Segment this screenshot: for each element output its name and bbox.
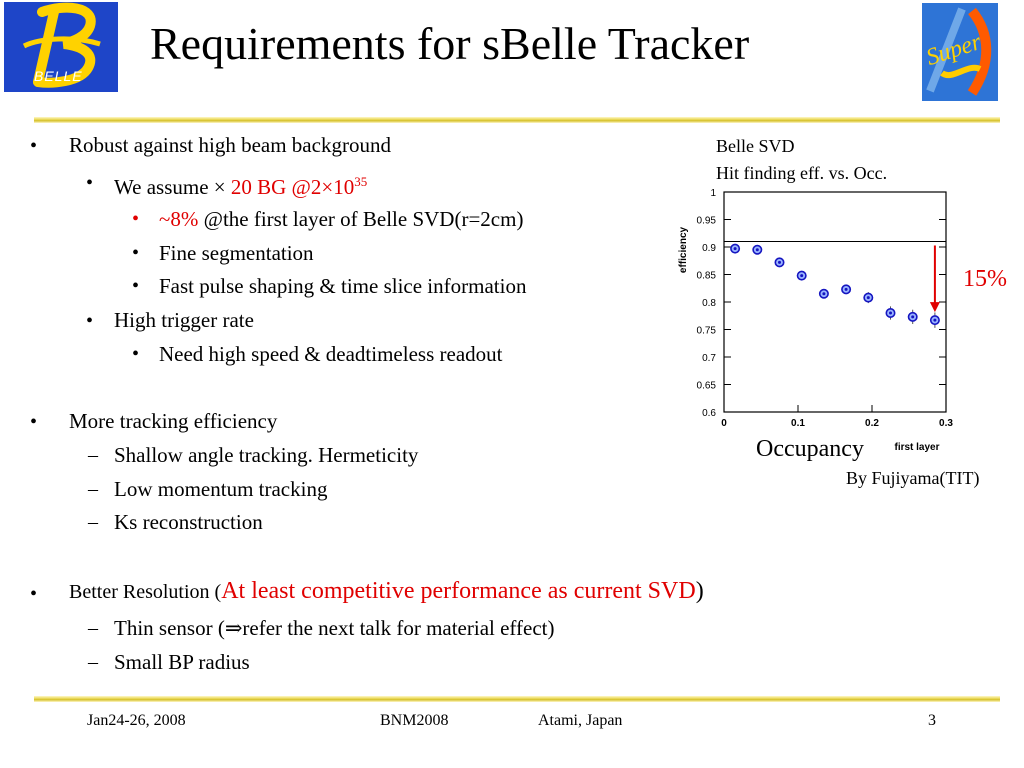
x-tick-label: 0.3 (939, 418, 953, 429)
x-tick-label: 0.1 (791, 418, 805, 429)
bullet-low-momentum: Low momentum tracking (114, 477, 328, 501)
data-point-core (800, 274, 803, 277)
occupancy-percent: ~8% (159, 207, 199, 231)
bullet-2-marker: • (30, 411, 38, 433)
bullet-1-1-2-marker: • (132, 242, 140, 264)
super-logo (922, 3, 998, 101)
bullet-ks-reconstruction: Ks reconstruction (114, 510, 263, 534)
title-divider (34, 117, 1000, 123)
bullet-3-marker: • (30, 583, 38, 605)
dash-3-1-marker: – (88, 617, 98, 639)
bullet-readout: Need high speed & deadtimeless readout (159, 342, 503, 366)
resolution-close: ) (695, 578, 704, 604)
data-point-core (867, 296, 870, 299)
data-point-core (845, 288, 848, 291)
data-point-core (822, 292, 825, 295)
y-tick-label: 0.65 (696, 380, 716, 392)
y-tick-label: 1 (710, 188, 716, 199)
footer-location: Atami, Japan (538, 712, 623, 729)
bullet-1-2-marker: • (86, 310, 94, 332)
footer-page-number: 3 (928, 712, 936, 729)
belle-logo (4, 2, 118, 92)
we-assume-text: We assume × (114, 175, 226, 199)
footer-date: Jan24-26, 2008 (87, 712, 186, 729)
belle-logo-text: BELLE (34, 68, 83, 84)
bullet-robust: Robust against high beam background (69, 133, 391, 157)
bullet-fine-segmentation: Fine segmentation (159, 241, 314, 265)
dash-2-2-marker: – (88, 478, 98, 500)
bullet-thin-sensor: Thin sensor (⇒refer the next talk for material effect) (114, 616, 555, 640)
y-axis-label: efficiency (678, 226, 689, 274)
resolution-red: At least competitive performance as current SVD (221, 578, 696, 604)
bullet-tracking-efficiency: More tracking efficiency (69, 409, 278, 433)
data-point-core (734, 247, 737, 250)
bullet-occupancy (159, 206, 523, 232)
y-tick-label: 0.9 (702, 243, 716, 254)
resolution-text: Better Resolution ( (69, 581, 222, 603)
occupancy-text: @the first layer of Belle SVD(r=2cm) (198, 207, 524, 231)
y-tick-label: 0.7 (702, 353, 716, 364)
data-point-core (933, 319, 936, 322)
bullet-1-1-marker: • (86, 172, 94, 194)
dash-3-2-marker: – (88, 651, 98, 673)
y-tick-label: 0.75 (696, 325, 716, 337)
figure-caption-title: Belle SVD (716, 136, 795, 156)
super-logo-text: Super (923, 29, 985, 72)
bullet-high-trigger: High trigger rate (114, 308, 254, 332)
bullet-better-resolution (69, 578, 704, 605)
dash-2-1-marker: – (88, 444, 98, 466)
figure-credit: By Fujiyama(TIT) (846, 468, 980, 488)
footer-divider (34, 696, 1000, 702)
drop-arrow-head (930, 302, 940, 312)
bullet-small-bp: Small BP radius (114, 650, 250, 674)
slide-title: Requirements for sBelle Tracker (150, 18, 750, 69)
data-point-core (911, 315, 914, 318)
x-tick-label: 0 (721, 418, 727, 429)
drop-annotation: 15% (963, 266, 1007, 292)
data-point-core (778, 261, 781, 264)
we-assume-exponent: 35 (354, 174, 368, 189)
x-axis-label: first layer (894, 442, 940, 453)
data-point-core (889, 312, 892, 315)
y-tick-label: 0.6 (702, 408, 716, 419)
bullet-fast-pulse: Fast pulse shaping & time slice information (159, 274, 527, 298)
bullet-1-1-1-marker: • (132, 208, 140, 230)
data-point-core (756, 248, 759, 251)
y-tick-label: 0.85 (696, 270, 716, 282)
bullet-shallow-angle: Shallow angle tracking. Hermeticity (114, 443, 419, 467)
bullet-we-assume (114, 169, 367, 200)
efficiency-chart (660, 180, 960, 460)
bullet-1-2-1-marker: • (132, 343, 140, 365)
y-tick-label: 0.95 (696, 215, 716, 227)
bullet-1-1-3-marker: • (132, 275, 140, 297)
x-tick-label: 0.2 (865, 418, 879, 429)
x-axis-title: Occupancy (756, 436, 864, 462)
figure-caption-subtitle: Hit finding eff. vs. Occ. (716, 163, 888, 183)
y-tick-label: 0.8 (702, 298, 716, 309)
bullet-1-marker: • (30, 135, 38, 157)
footer-conference: BNM2008 (380, 712, 449, 729)
dash-2-3-marker: – (88, 511, 98, 533)
plot-frame (724, 192, 946, 412)
we-assume-red: 20 BG @2×10 (230, 175, 355, 199)
